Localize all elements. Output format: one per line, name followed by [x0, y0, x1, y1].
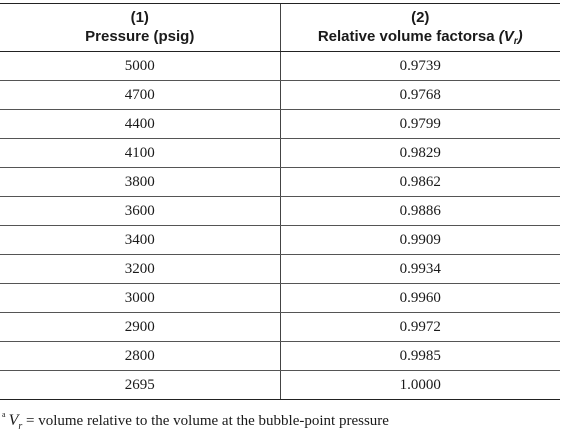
relative-volume-cell: 0.9972 — [280, 313, 560, 342]
column-label-wrap: Relative volume factorsa $(V_r)$ — [317, 28, 523, 47]
table-footnote — [2, 412, 389, 430]
pressure-cell: 5000 — [0, 52, 280, 81]
footnote-symbol: V — [8, 412, 19, 429]
pressure-cell: 4700 — [0, 81, 280, 110]
pressure-cell: 3400 — [0, 226, 280, 255]
pressure-cell: 4400 — [0, 110, 280, 139]
relative-volume-table — [0, 3, 560, 400]
footnote-marker: a — [2, 410, 6, 419]
relative-volume-cell: 0.9985 — [280, 342, 560, 371]
relative-volume-cell: 0.9768 — [280, 81, 560, 110]
symbol: V — [503, 28, 514, 45]
column-header-relative-volume — [280, 4, 560, 52]
table-row — [0, 226, 560, 255]
data-table-container — [0, 3, 560, 400]
pressure-cell: 4100 — [0, 139, 280, 168]
table-row — [0, 197, 560, 226]
table-row — [0, 168, 560, 197]
column-label: Pressure (psig) — [85, 28, 195, 45]
relative-volume-cell: 0.9739 — [280, 52, 560, 81]
table-row — [0, 255, 560, 284]
column-number: (1) — [130, 9, 149, 26]
relative-volume-cell: 0.9829 — [280, 139, 560, 168]
table-body — [0, 52, 560, 400]
relative-volume-cell: 0.9886 — [280, 197, 560, 226]
pressure-cell: 3800 — [0, 168, 280, 197]
table-header — [0, 4, 560, 52]
pressure-cell: 2800 — [0, 342, 280, 371]
table-row — [0, 139, 560, 168]
pressure-cell: 2900 — [0, 313, 280, 342]
table-row — [0, 81, 560, 110]
pressure-cell: 3200 — [0, 255, 280, 284]
table-row — [0, 52, 560, 81]
relative-volume-cell: 0.9862 — [280, 168, 560, 197]
table-row — [0, 110, 560, 139]
pressure-cell: 3000 — [0, 284, 280, 313]
relative-volume-cell: 0.9799 — [280, 110, 560, 139]
column-header-pressure — [0, 4, 280, 52]
footnote-symbol-subscript: r — [18, 421, 23, 432]
pressure-cell: 3600 — [0, 197, 280, 226]
symbol-subscript: r — [513, 36, 518, 47]
header-row — [0, 4, 560, 52]
relative-volume-cell: 1.0000 — [280, 371, 560, 400]
relative-volume-cell: 0.9934 — [280, 255, 560, 284]
column-number: (2) — [411, 9, 430, 26]
footnote-text: = volume relative to the volume at the bubble-point pressure — [26, 413, 389, 429]
column-label: Relative volume factorsa — [317, 28, 495, 45]
table-row — [0, 284, 560, 313]
table-row — [0, 313, 560, 342]
table-row — [0, 371, 560, 400]
relative-volume-cell: 0.9960 — [280, 284, 560, 313]
table-row — [0, 342, 560, 371]
pressure-cell: 2695 — [0, 371, 280, 400]
relative-volume-cell: 0.9909 — [280, 226, 560, 255]
